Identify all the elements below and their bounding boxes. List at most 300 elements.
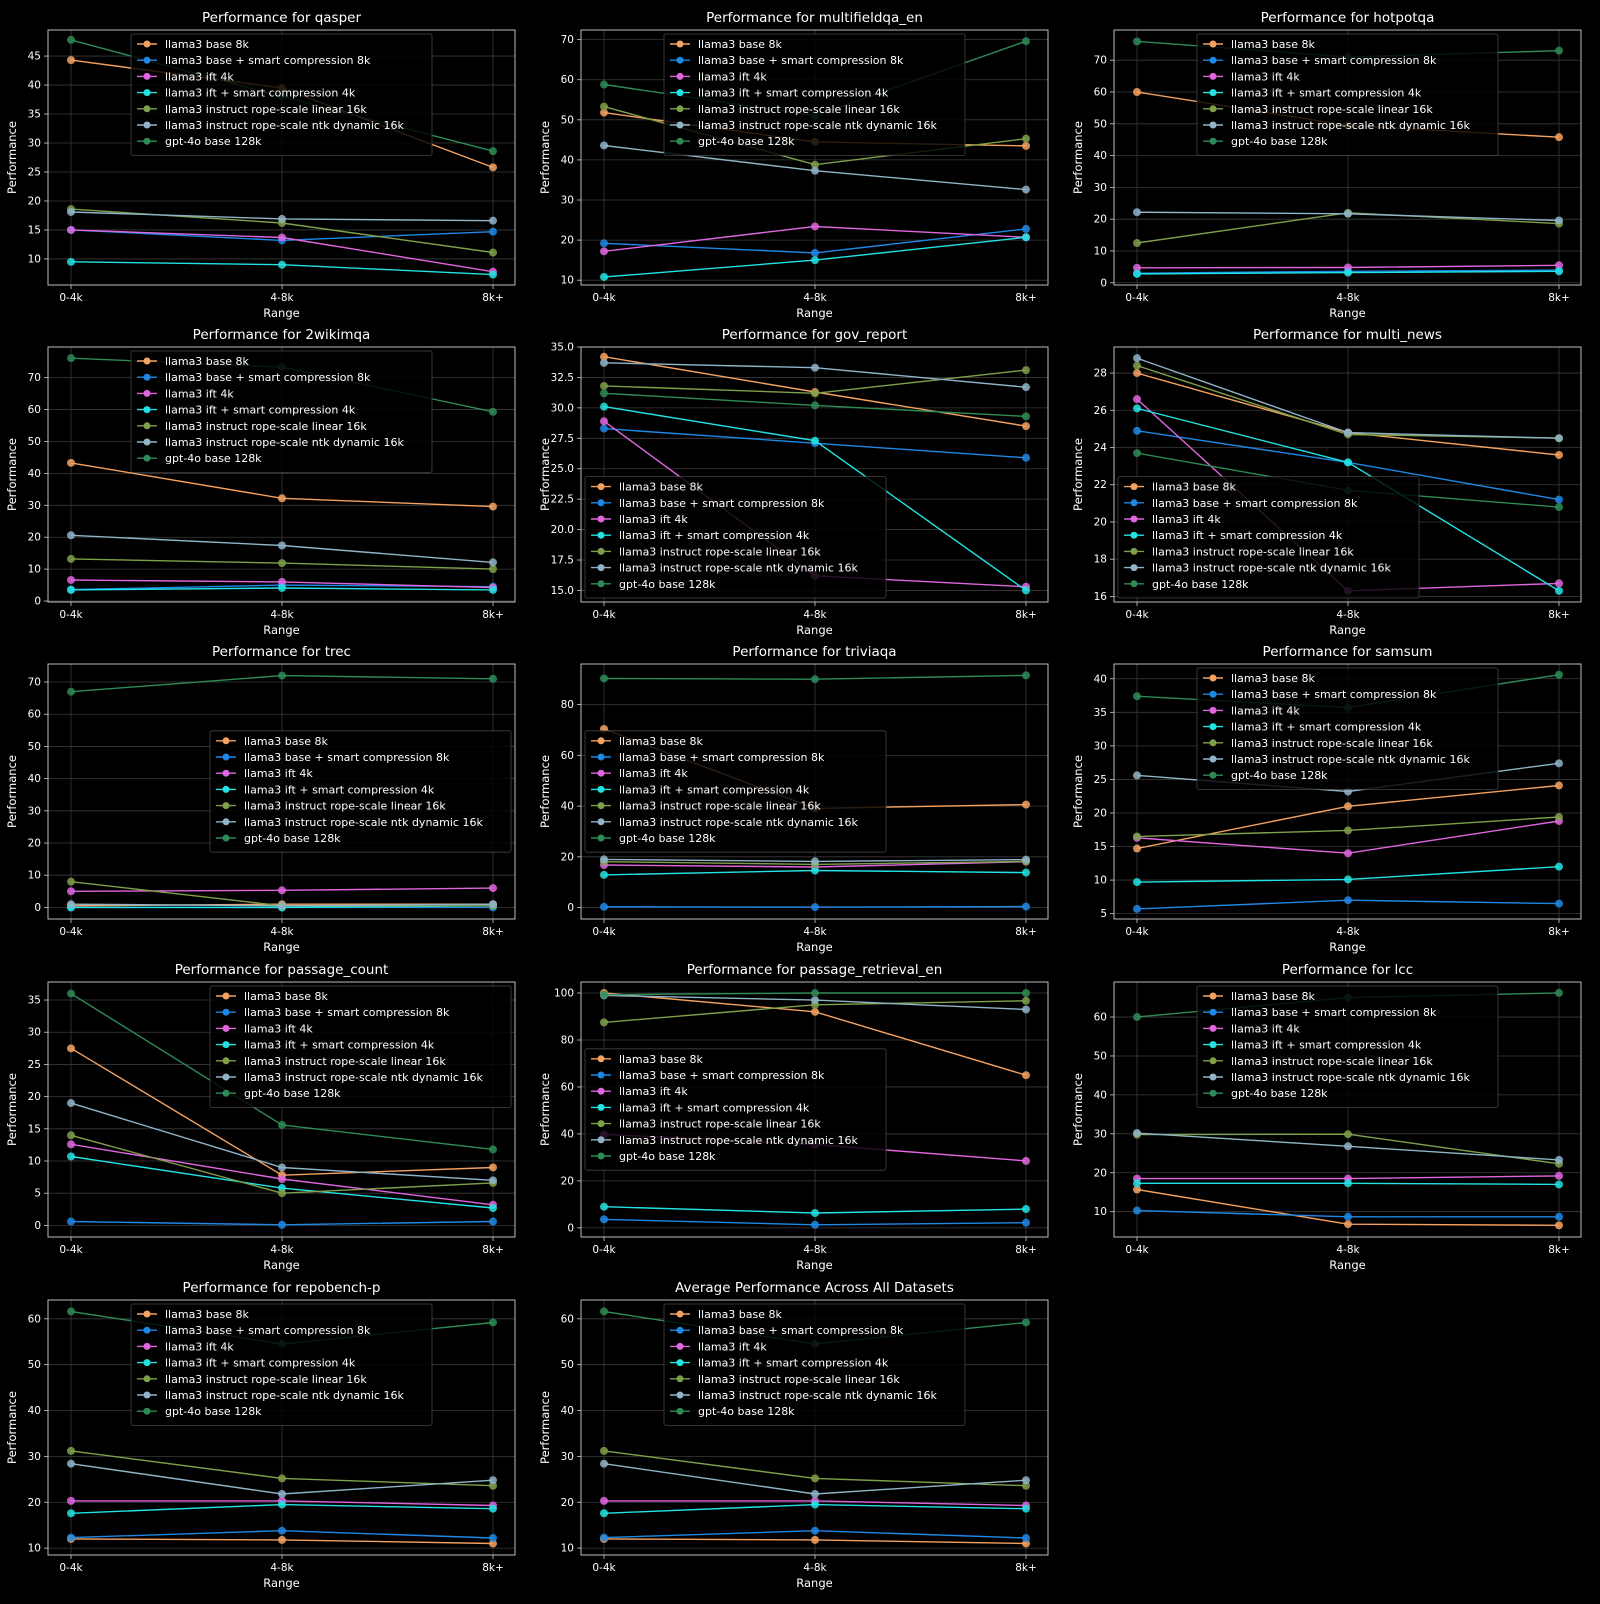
data-point — [1344, 1130, 1352, 1138]
legend-marker — [1210, 675, 1217, 682]
data-point — [1022, 1219, 1030, 1227]
data-point — [1344, 1220, 1352, 1228]
legend-label: llama3 base + smart compression 8k — [1231, 688, 1437, 702]
data-point — [67, 586, 75, 594]
legend-marker — [223, 786, 230, 793]
y-tick-label: 60 — [27, 1313, 41, 1326]
legend-label: llama3 instruct rope-scale linear 16k — [165, 102, 367, 116]
data-point — [489, 586, 497, 594]
data-point — [67, 258, 75, 266]
y-tick-label: 40 — [27, 773, 41, 786]
legend-label: llama3 instruct rope-scale ntk dynamic 16k — [698, 119, 937, 132]
data-point — [67, 226, 75, 234]
legend-label: llama3 ift + smart compression 4k — [244, 783, 435, 797]
legend-marker — [144, 138, 151, 145]
legend-marker — [144, 89, 151, 96]
legend-marker — [1131, 499, 1138, 506]
y-tick-label: 10 — [1093, 874, 1107, 887]
x-tick-label: 4-8k — [803, 1562, 827, 1574]
x-axis-label: Range — [1329, 940, 1366, 954]
y-tick-label: 10 — [1093, 245, 1107, 258]
legend-label: llama3 instruct rope-scale ntk dynamic 16k — [1152, 561, 1391, 575]
y-tick-label: 50 — [560, 1359, 574, 1372]
data-point — [600, 425, 608, 433]
chart-title: Performance for passage_retrieval_en — [686, 962, 943, 978]
chart-title: Average Performance Across All Datasets — [675, 1280, 954, 1296]
x-axis-label: Range — [1329, 623, 1366, 637]
data-point — [489, 228, 497, 236]
y-tick-label: 5 — [1100, 908, 1107, 921]
legend-marker — [1131, 564, 1138, 571]
legend-label: gpt-4o base 128k — [619, 577, 716, 591]
legend-marker — [677, 1408, 684, 1415]
data-point — [1133, 88, 1141, 96]
legend-marker — [144, 41, 151, 48]
legend-marker — [1131, 532, 1138, 539]
chart-panel — [5, 644, 515, 954]
data-point — [600, 239, 608, 247]
legend-marker — [598, 548, 605, 555]
legend-label: llama3 ift 4k — [244, 767, 313, 781]
data-point — [278, 494, 286, 502]
legend-label: gpt-4o base 128k — [165, 135, 262, 149]
legend-marker — [677, 57, 684, 64]
data-point — [67, 354, 75, 362]
y-tick-label: 32.5 — [550, 371, 574, 384]
data-point — [1022, 135, 1030, 143]
chart-title: Performance for trec — [212, 644, 351, 660]
legend-label: llama3 instruct rope-scale linear 16k — [698, 1372, 900, 1386]
y-axis-label: Performance — [538, 438, 552, 511]
legend-marker — [677, 41, 684, 48]
data-point — [811, 1221, 819, 1229]
y-tick-label: 26 — [1093, 404, 1107, 417]
legend-label: llama3 ift + smart compression 4k — [244, 1038, 435, 1052]
y-tick-label: 10 — [560, 1542, 574, 1555]
data-point — [600, 141, 608, 149]
data-point — [1555, 671, 1563, 679]
legend-label: llama3 base 8k — [619, 1052, 703, 1066]
y-tick-label: 15 — [1093, 841, 1107, 854]
data-point — [278, 1490, 286, 1498]
y-tick-label: 60 — [1093, 1011, 1107, 1024]
x-tick-label: 8k+ — [482, 609, 504, 621]
legend-marker — [223, 737, 230, 744]
data-point — [1022, 422, 1030, 430]
legend-label: llama3 base + smart compression 8k — [165, 54, 371, 68]
data-point — [278, 261, 286, 269]
x-tick-label: 4-8k — [270, 926, 294, 938]
data-point — [1022, 801, 1030, 809]
y-tick-label: 20.0 — [550, 524, 574, 537]
legend-label: llama3 instruct rope-scale linear 16k — [1231, 1054, 1433, 1068]
legend-marker — [598, 786, 605, 793]
legend-label: gpt-4o base 128k — [165, 452, 262, 466]
data-point — [1133, 239, 1141, 247]
legend-label: gpt-4o base 128k — [244, 1087, 341, 1101]
y-tick-label: 50 — [27, 740, 41, 753]
legend-marker — [144, 455, 151, 462]
data-point — [67, 1497, 75, 1505]
y-tick-label: 22 — [1093, 479, 1107, 492]
legend-label: llama3 ift + smart compression 4k — [1231, 86, 1422, 100]
legend-marker — [144, 374, 151, 381]
data-point — [278, 542, 286, 550]
y-tick-label: 40 — [560, 1405, 574, 1418]
y-tick-label: 20 — [27, 195, 41, 208]
y-tick-label: 17.5 — [550, 554, 574, 567]
legend-label: llama3 ift + smart compression 4k — [619, 529, 810, 543]
y-tick-label: 25 — [1093, 773, 1107, 786]
y-tick-label: 10 — [1093, 1206, 1107, 1219]
legend-marker — [677, 1392, 684, 1399]
data-point — [1555, 1172, 1563, 1180]
data-point — [1022, 671, 1030, 679]
y-tick-label: 20 — [1093, 807, 1107, 820]
x-tick-label: 8k+ — [1015, 1244, 1037, 1256]
y-tick-label: 25 — [27, 1058, 41, 1071]
y-tick-label: 70 — [27, 676, 41, 689]
data-point — [600, 855, 608, 863]
data-point — [1344, 849, 1352, 857]
data-point — [67, 688, 75, 696]
legend-marker — [144, 73, 151, 80]
y-tick-label: 30 — [27, 499, 41, 512]
data-point — [67, 555, 75, 563]
legend — [585, 731, 886, 852]
legend-label: llama3 ift 4k — [1152, 513, 1221, 526]
y-axis-label: Performance — [5, 438, 19, 511]
y-tick-label: 0 — [567, 902, 574, 915]
y-tick-label: 0 — [567, 1222, 574, 1235]
y-tick-label: 20 — [1093, 516, 1107, 529]
data-point — [278, 1163, 286, 1171]
chart-panel — [538, 962, 1048, 1272]
legend-marker — [1210, 41, 1217, 48]
data-point — [1555, 863, 1563, 871]
legend-label: llama3 base 8k — [165, 355, 249, 368]
legend — [585, 477, 886, 598]
y-tick-label: 10 — [27, 1155, 41, 1168]
chart-panel — [1071, 10, 1581, 320]
data-point — [1555, 133, 1563, 141]
data-point — [489, 884, 497, 892]
data-point — [489, 147, 497, 155]
y-axis-label: Performance — [538, 755, 552, 828]
x-tick-label: 8k+ — [1015, 1562, 1037, 1574]
chart-title: Performance for passage_count — [174, 962, 389, 978]
legend-marker — [677, 1343, 684, 1350]
legend-marker — [598, 1120, 605, 1127]
data-point — [1022, 412, 1030, 420]
data-point — [1133, 362, 1141, 370]
chart-title: Performance for multifieldqa_en — [706, 10, 923, 26]
data-point — [1022, 989, 1030, 997]
y-axis-label: Performance — [5, 1073, 19, 1146]
y-tick-label: 10 — [27, 869, 41, 882]
data-point — [1555, 503, 1563, 511]
legend-label: llama3 instruct rope-scale linear 16k — [244, 1054, 446, 1068]
data-point — [278, 902, 286, 910]
legend-marker — [144, 122, 151, 129]
chart-title: Performance for triviaqa — [732, 644, 897, 660]
data-point — [278, 1501, 286, 1509]
y-axis-label: Performance — [5, 755, 19, 828]
x-tick-label: 0-4k — [592, 609, 616, 621]
y-tick-label: 60 — [1093, 86, 1107, 99]
data-point — [1133, 354, 1141, 362]
x-axis-label: Range — [796, 623, 833, 637]
data-point — [811, 996, 819, 1004]
y-tick-label: 30 — [560, 194, 574, 207]
data-point — [489, 1318, 497, 1326]
y-tick-label: 70 — [560, 34, 574, 47]
data-point — [811, 1209, 819, 1217]
data-point — [1344, 429, 1352, 437]
y-tick-label: 35 — [1093, 706, 1107, 719]
chart-title: Performance for lcc — [1281, 962, 1414, 978]
y-tick-label: 10 — [27, 563, 41, 576]
legend-marker — [223, 1041, 230, 1048]
legend-marker — [144, 105, 151, 112]
y-tick-label: 80 — [560, 699, 574, 712]
legend-label: llama3 ift 4k — [165, 1340, 234, 1354]
data-point — [1022, 1476, 1030, 1484]
x-axis-label: Range — [796, 306, 833, 320]
legend-label: llama3 ift + smart compression 4k — [698, 1356, 889, 1370]
data-point — [1133, 369, 1141, 377]
y-tick-label: 0 — [34, 901, 41, 914]
legend-marker — [144, 57, 151, 64]
legend-label: llama3 ift + smart compression 4k — [1231, 1038, 1422, 1052]
legend-label: llama3 instruct rope-scale ntk dynamic 16k — [619, 815, 858, 829]
data-point — [489, 1145, 497, 1153]
y-tick-label: 24 — [1093, 442, 1107, 455]
data-point — [811, 989, 819, 997]
legend — [664, 34, 965, 155]
legend-label: llama3 base + smart compression 8k — [698, 1324, 904, 1338]
x-tick-label: 8k+ — [1548, 292, 1570, 304]
data-point — [600, 247, 608, 255]
data-point — [1133, 1207, 1141, 1215]
legend-marker — [1210, 707, 1217, 714]
legend-marker — [598, 564, 605, 571]
legend-label: llama3 ift 4k — [1231, 1022, 1300, 1036]
legend-label: llama3 base + smart compression 8k — [619, 496, 825, 510]
legend-label: llama3 instruct rope-scale ntk dynamic 16k — [1231, 1071, 1470, 1084]
data-point — [489, 1176, 497, 1184]
data-point — [1022, 869, 1030, 877]
legend — [210, 731, 511, 852]
data-point — [811, 167, 819, 175]
data-point — [1022, 586, 1030, 594]
data-point — [1133, 37, 1141, 45]
data-point — [811, 364, 819, 372]
y-axis-label: Performance — [538, 1391, 552, 1464]
legend — [131, 1304, 432, 1425]
legend-marker — [1131, 548, 1138, 555]
data-point — [811, 903, 819, 911]
data-point — [1344, 1179, 1352, 1187]
y-tick-label: 20 — [27, 531, 41, 544]
legend — [210, 986, 511, 1107]
x-axis-label: Range — [796, 1576, 833, 1590]
x-tick-label: 4-8k — [1336, 926, 1360, 938]
x-axis-label: Range — [263, 306, 300, 320]
data-point — [1022, 186, 1030, 194]
legend-marker — [598, 754, 605, 761]
legend-marker — [223, 993, 230, 1000]
data-point — [600, 382, 608, 390]
legend-marker — [144, 358, 151, 365]
legend-marker — [598, 737, 605, 744]
data-point — [489, 163, 497, 171]
legend-marker — [598, 818, 605, 825]
data-point — [600, 1307, 608, 1315]
y-tick-label: 40 — [1093, 150, 1107, 163]
x-tick-label: 0-4k — [592, 926, 616, 938]
legend-label: gpt-4o base 128k — [698, 135, 795, 149]
data-point — [811, 857, 819, 865]
data-point — [811, 675, 819, 683]
data-point — [1022, 997, 1030, 1005]
data-point — [1555, 1221, 1563, 1229]
data-point — [1022, 383, 1030, 391]
legend-label: gpt-4o base 128k — [698, 1405, 795, 1419]
legend-label: llama3 ift 4k — [619, 767, 688, 781]
chart-title: Performance for hotpotqa — [1260, 10, 1435, 26]
legend-marker — [1210, 105, 1217, 112]
y-tick-label: 10 — [27, 253, 41, 266]
data-point — [67, 36, 75, 44]
legend-marker — [223, 770, 230, 777]
data-point — [1133, 832, 1141, 840]
data-point — [600, 81, 608, 89]
y-tick-label: 40 — [560, 800, 574, 813]
data-point — [67, 459, 75, 467]
legend-marker — [598, 499, 605, 506]
legend-marker — [1210, 1057, 1217, 1064]
data-point — [1344, 458, 1352, 466]
legend-label: llama3 ift 4k — [1231, 704, 1300, 718]
y-tick-label: 35 — [27, 994, 41, 1007]
legend-label: llama3 base + smart compression 8k — [244, 751, 450, 764]
y-tick-label: 0 — [34, 595, 41, 608]
data-point — [1133, 270, 1141, 278]
y-tick-label: 20 — [1093, 213, 1107, 226]
legend-label: llama3 instruct rope-scale ntk dynamic 16k — [165, 1389, 404, 1402]
data-point — [67, 1509, 75, 1517]
legend-marker — [1210, 993, 1217, 1000]
legend-marker — [1210, 1009, 1217, 1016]
data-point — [1344, 826, 1352, 834]
legend-label: llama3 instruct rope-scale ntk dynamic 16k — [244, 815, 483, 829]
chart-title: Performance for multi_news — [1253, 327, 1442, 343]
data-point — [67, 1534, 75, 1542]
legend-marker — [598, 770, 605, 777]
data-point — [1555, 587, 1563, 595]
legend-label: llama3 ift + smart compression 4k — [1231, 720, 1422, 734]
data-point — [811, 1008, 819, 1016]
chart-panel — [538, 644, 1048, 954]
x-tick-label: 4-8k — [270, 1244, 294, 1256]
x-tick-label: 8k+ — [1548, 609, 1570, 621]
legend — [1197, 34, 1498, 155]
legend — [1197, 986, 1498, 1107]
legend-label: llama3 base 8k — [244, 734, 328, 748]
data-point — [67, 990, 75, 998]
legend-marker — [223, 754, 230, 761]
chart-panel — [1071, 962, 1581, 1272]
legend-label: llama3 ift + smart compression 4k — [165, 86, 356, 100]
legend-marker — [144, 390, 151, 397]
data-point — [1555, 216, 1563, 224]
x-axis-label: Range — [263, 1258, 300, 1272]
legend-marker — [677, 1375, 684, 1382]
y-tick-label: 45 — [27, 50, 41, 63]
legend-label: llama3 instruct rope-scale linear 16k — [619, 1117, 821, 1131]
legend-label: llama3 base 8k — [698, 1308, 782, 1321]
legend-label: llama3 base + smart compression 8k — [244, 1006, 450, 1020]
chart-panel — [1071, 644, 1581, 954]
x-axis-label: Range — [1329, 1258, 1366, 1272]
legend-marker — [598, 1136, 605, 1143]
data-point — [278, 1527, 286, 1535]
x-tick-label: 4-8k — [803, 1244, 827, 1256]
legend-marker — [677, 105, 684, 112]
data-point — [1555, 579, 1563, 587]
legend-marker — [598, 532, 605, 539]
y-tick-label: 22.5 — [550, 493, 574, 506]
data-point — [600, 359, 608, 367]
y-tick-label: 20 — [560, 1496, 574, 1509]
data-point — [600, 1509, 608, 1517]
data-point — [600, 273, 608, 281]
legend-label: llama3 instruct rope-scale ntk dynamic 16k — [698, 1389, 937, 1402]
data-point — [1555, 813, 1563, 821]
chart-panel — [1071, 327, 1581, 637]
data-point — [1344, 802, 1352, 810]
data-point — [489, 271, 497, 279]
y-tick-label: 20 — [1093, 1167, 1107, 1180]
legend-label: gpt-4o base 128k — [1231, 769, 1328, 783]
y-tick-label: 50 — [560, 114, 574, 127]
legend-label: llama3 ift + smart compression 4k — [698, 86, 889, 100]
data-point — [1133, 1179, 1141, 1187]
x-axis-label: Range — [263, 940, 300, 954]
legend-marker — [677, 1359, 684, 1366]
data-point — [811, 437, 819, 445]
data-point — [67, 1140, 75, 1148]
legend-marker — [1210, 1025, 1217, 1032]
data-point — [67, 1099, 75, 1107]
chart-panel — [5, 962, 515, 1272]
x-tick-label: 4-8k — [270, 1562, 294, 1574]
legend-marker — [144, 1375, 151, 1382]
legend-label: llama3 ift + smart compression 4k — [165, 1356, 356, 1370]
y-axis-label: Performance — [1071, 755, 1085, 828]
x-tick-label: 4-8k — [803, 609, 827, 621]
data-point — [1022, 1005, 1030, 1013]
y-tick-label: 10 — [560, 274, 574, 287]
y-tick-label: 70 — [1093, 54, 1107, 67]
data-point — [1022, 366, 1030, 374]
data-point — [1022, 1534, 1030, 1542]
data-point — [600, 1215, 608, 1223]
data-point — [1344, 896, 1352, 904]
legend-marker — [598, 516, 605, 523]
data-point — [278, 215, 286, 223]
